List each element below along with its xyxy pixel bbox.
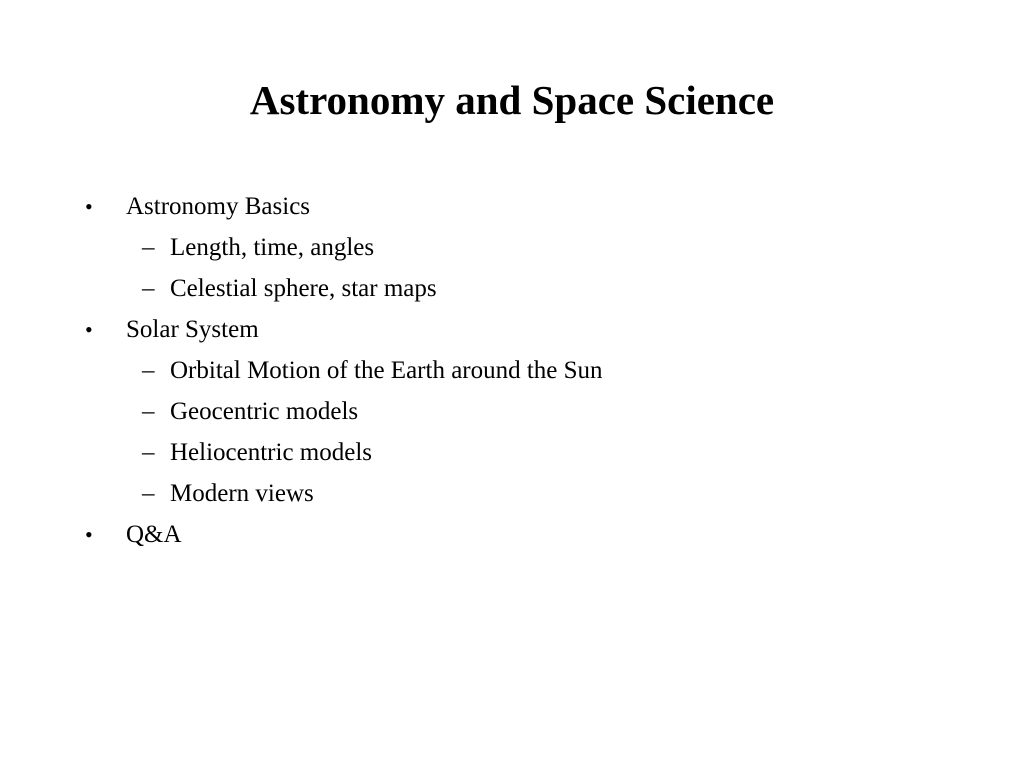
sub-bullet-text: Celestial sphere, star maps [170,275,437,302]
sub-bullet-item [85,268,985,309]
bullet-item [85,514,985,555]
dash-marker: – [142,398,155,425]
bullet-list [85,186,985,555]
sub-bullet-text: Heliocentric models [170,439,373,466]
dash-marker: – [142,439,155,466]
bullet-text: Astronomy Basics [126,193,311,220]
bullet-item [85,309,985,350]
slide-title: Astronomy and Space Science [249,77,775,123]
bullet-item [85,186,985,227]
bullet-text: Q&A [126,521,182,548]
bullet-marker: • [85,522,93,547]
sub-bullet-item [85,391,985,432]
dash-marker: – [142,357,155,384]
sub-bullet-text: Length, time, angles [170,234,375,261]
dash-marker: – [142,480,155,507]
dash-marker: – [142,234,155,261]
sub-bullet-item [85,350,985,391]
sub-bullet-text: Geocentric models [170,398,359,425]
dash-marker: – [142,275,155,302]
sub-bullet-item [85,432,985,473]
sub-bullet-text: Modern views [170,480,314,507]
bullet-marker: • [85,194,93,219]
bullet-marker: • [85,317,93,342]
bullet-text: Solar System [126,316,259,343]
sub-bullet-item [85,473,985,514]
sub-bullet-text: Orbital Motion of the Earth around the Sun [170,357,603,384]
sub-bullet-item [85,227,985,268]
